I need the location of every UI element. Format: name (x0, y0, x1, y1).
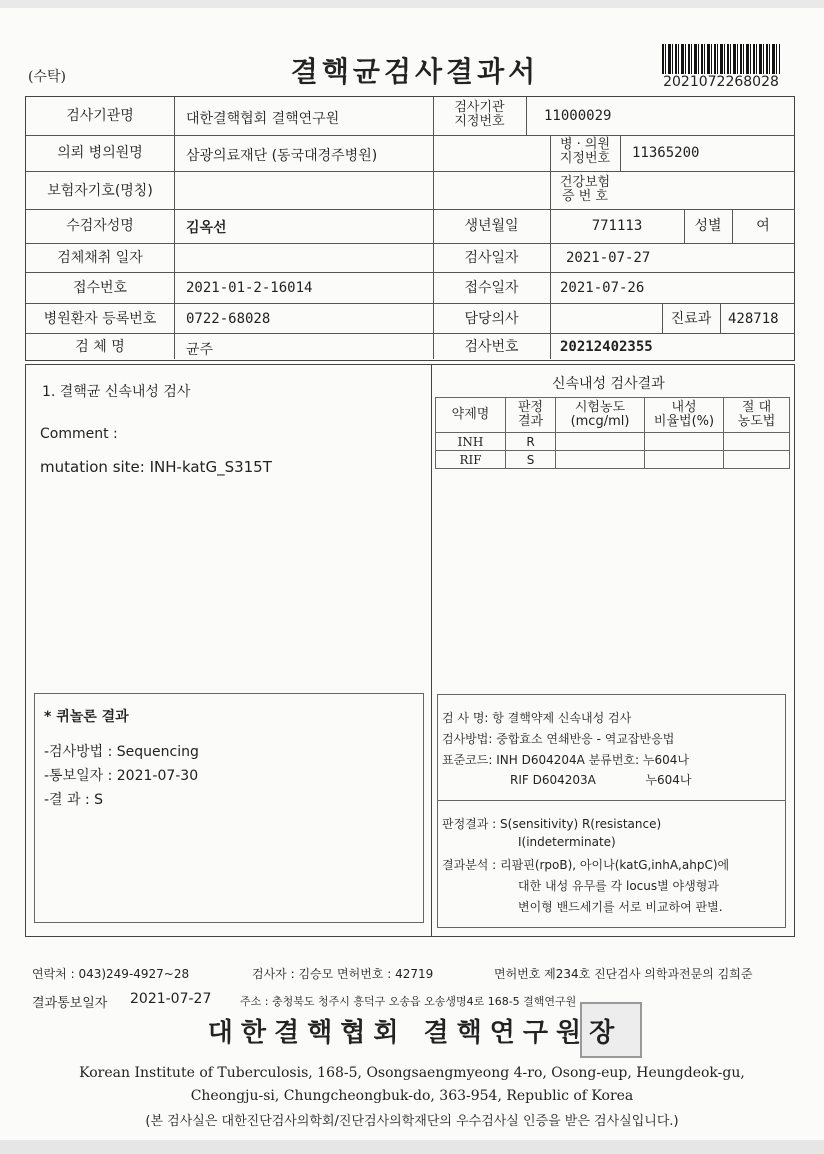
dob-value: 771113 (591, 218, 643, 234)
patient-label: 수검자성명 (66, 218, 134, 234)
license: 면허번호 제234호 진단검사 의학과전문의 김희준 (494, 967, 753, 981)
drug-cell: INH (436, 433, 506, 451)
info-test-name: 검 사 명: 항 결핵약제 신속내성 검사 (442, 711, 632, 725)
info-code-rif: RIF D604203A 누604나 (510, 773, 692, 787)
info-analysis-3: 변이형 밴드세기를 서로 비교하여 판별. (518, 900, 723, 914)
specimen-label: 검 체 명 (75, 339, 125, 355)
col-header: 판정 결과 (506, 398, 556, 433)
result-cell: S (506, 451, 556, 469)
quinolone-title: * 퀴놀론 결과 (44, 709, 129, 725)
inst-name: 대한결핵협회 결핵연구원 (186, 111, 340, 127)
quinolone-method: -검사방법 : Sequencing (44, 744, 199, 760)
quinolone-notify: -통보일자 : 2021-07-30 (44, 768, 199, 784)
table-row (436, 451, 790, 469)
abs-cell (724, 451, 790, 469)
specimen-value: 균주 (186, 342, 214, 358)
drug-cell: RIF (436, 451, 506, 469)
test-date-label: 검사일자 (464, 250, 519, 266)
notify-label: 결과통보일자 (32, 996, 108, 1011)
insurance-label: 건강보험 증 번 호 (559, 175, 611, 204)
address: 주소 : 충청북도 청주시 흥덕구 오송읍 오송생명4로 168-5 결핵연구원 (240, 995, 577, 1008)
contact: 연락처 : 043)249-4927~28 (32, 967, 190, 981)
dept-label: 진료과 (670, 311, 712, 327)
examiner: 검사자 : 김승모 면허번호 : 42719 (252, 967, 434, 981)
english-address-2: Cheongju-si, Chungcheongbuk-do, 363-954, Republic of Korea (190, 1088, 634, 1104)
inst-name-label: 검사기관명 (66, 108, 134, 124)
dob-label: 생년월일 (464, 218, 519, 234)
abs-cell (724, 433, 790, 451)
test-no: 20212402355 (560, 339, 653, 355)
ratio-cell (645, 433, 724, 451)
receipt-date-label: 접수일자 (464, 280, 519, 296)
insurer-label: 보험자기호(명칭) (47, 183, 153, 199)
patient-info-table (25, 96, 795, 361)
mutation-site: mutation site: INH-katG_S315T (40, 458, 272, 476)
english-address-1: Korean Institute of Tuberculosis, 168-5, Osongsaengmyeong 4-ro, Osong-eup, Heungdeok-gu, (79, 1065, 745, 1081)
hosp-reg: 0722-68028 (186, 311, 271, 327)
receipt-no: 2021-01-2-16014 (186, 280, 313, 296)
quinolone-result: -결 과 : S (44, 792, 104, 808)
info-method: 검사방법: 중합효소 연쇄반응 - 역교잡반응법 (442, 732, 675, 746)
req-hospital: 삼광의료재단 (동국대경주병원) (186, 148, 378, 164)
receipt-date: 2021-07-26 (560, 280, 645, 296)
hosp-code: 11365200 (632, 145, 700, 161)
patient-name: 김옥선 (186, 220, 227, 236)
rapid-result-title: 신속내성 검사결과 (552, 376, 665, 392)
receipt-no-label: 접수번호 (72, 280, 128, 296)
conc-cell (556, 451, 645, 469)
test-heading: 1. 결핵균 신속내성 검사 (42, 384, 191, 400)
ratio-cell (645, 451, 724, 469)
comment-label: Comment : (40, 426, 118, 442)
susceptibility-table (435, 397, 790, 469)
test-date: 2021-07-27 (566, 250, 651, 266)
dept-value: 428718 (728, 311, 779, 327)
top-edge (0, 0, 824, 8)
document-title: 결핵균검사결과서 (290, 55, 540, 88)
col-header: 약제명 (436, 398, 506, 433)
bottom-edge (0, 1140, 824, 1154)
info-judgement-2: I(indeterminate) (518, 835, 616, 849)
sex-value: 여 (756, 218, 770, 234)
conc-cell (556, 433, 645, 451)
req-hospital-label: 의뢰 병의원명 (57, 145, 143, 161)
doctor-label: 담당의사 (464, 311, 519, 327)
col-header: 내성 비율법(%) (645, 398, 724, 433)
col-header: 절 대 농도법 (724, 398, 790, 433)
collect-date-label: 검체채취 일자 (57, 250, 143, 266)
table-row (436, 433, 790, 451)
info-analysis: 결과분석 : 리팜핀(rpoB), 아이나(katG,inhA,ahpC)에 (442, 858, 730, 872)
col-header: 시험농도 (mcg/ml) (556, 398, 645, 433)
info-judgement: 판정결과 : S(sensitivity) R(resistance) (442, 817, 662, 831)
inst-code: 11000029 (544, 108, 612, 124)
hosp-code-label: 병 · 의원 지정번호 (559, 137, 611, 166)
certification-note: (본 검사실은 대한진단검사의학회/진단검사의학재단의 우수검사실 인증을 받은 검사실입니다.) (145, 1114, 679, 1129)
consign-label: (수탁) (28, 69, 66, 85)
organization-name: 대한결핵협회 결핵연구원장 (207, 1018, 623, 1048)
test-no-label: 검사번호 (464, 339, 519, 355)
notify-date: 2021-07-27 (130, 991, 212, 1007)
result-cell: R (506, 433, 556, 451)
info-analysis-2: 대한 내성 유무를 각 locus별 야생형과 (518, 879, 719, 893)
barcode-number: 2021072268028 (663, 74, 779, 90)
hosp-reg-label: 병원환자 등록번호 (43, 311, 157, 327)
info-code-inh: 표준코드: INH D604204A 분류번호: 누604나 (442, 753, 689, 767)
inst-code-label: 검사기관 지정번호 (454, 100, 505, 129)
sex-label: 성별 (694, 218, 722, 234)
barcode-image (662, 44, 780, 74)
